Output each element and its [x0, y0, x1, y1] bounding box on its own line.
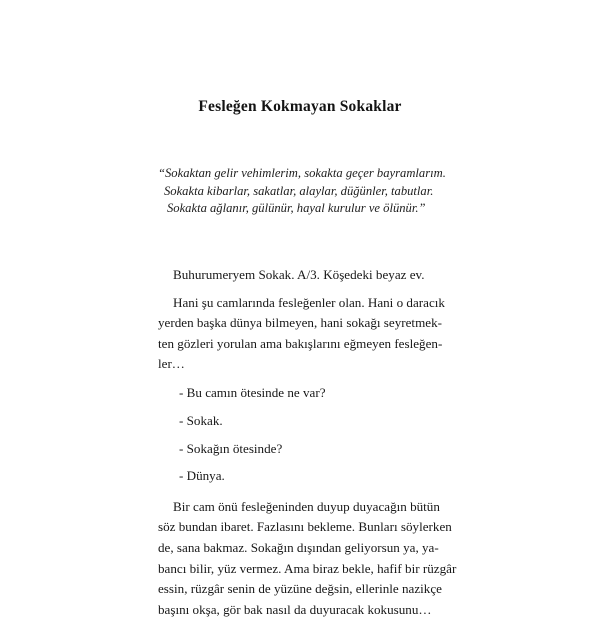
paragraph-one — [158, 293, 444, 375]
epigraph-block — [158, 165, 448, 218]
text-line: bancı bilir, yüz vermez. Ama biraz bekle, hafif bir rüzgâr — [158, 560, 457, 576]
text-line: ten gözleri yorulan ama bakışlarını eğmeyen fesleğen- — [158, 335, 443, 351]
line-text: Bir cam önü fesleğeninden duyup duyacağın bütün — [173, 498, 440, 514]
epigraph-line: Sokakta kibarlar, sakatlar, alaylar, düğünler, tabutlar. — [164, 183, 434, 198]
epigraph-line: “Sokaktan gelir vehimlerim, sokakta geçer bayramlarım. — [158, 166, 446, 180]
address-text: Buhurumeryem Sokak. A/3. Köşedeki beyaz ev. — [173, 267, 425, 282]
text-line — [158, 497, 444, 518]
dialogue-line: - Bu camın ötesinde ne var? — [179, 385, 326, 401]
epigraph-line: Sokakta ağlanır, gülünür, hayal kurulur ve ölünür.” — [167, 201, 426, 215]
paragraph-two — [158, 497, 457, 620]
dialogue-line: - Dünya. — [179, 468, 225, 484]
address-paragraph — [158, 265, 444, 286]
text-line: yerden başka dünya bilmeyen, hani sokağı seyretmek- — [158, 315, 442, 331]
text-line: essin, rüzgâr senin de yüzüne değsin, ellerinle nazikçe — [158, 581, 442, 597]
page-title: Fesleğen Kokmayan Sokaklar — [198, 98, 402, 116]
dialogue-line: - Sokağın ötesinde? — [179, 440, 283, 456]
body-text-column — [158, 265, 457, 620]
text-line: ler… — [158, 356, 185, 372]
text-line: başını okşa, gör bak nasıl da duyuracak kokusunu… — [158, 601, 432, 617]
text-line: de, sana bakmaz. Sokağın dışından geliyorsun ya, ya- — [158, 540, 439, 556]
line-text: Hani şu camlarında fesleğenler olan. Hani o daracık — [173, 294, 445, 310]
dialogue-line: - Sokak. — [179, 413, 223, 429]
dialogue-block — [158, 383, 444, 486]
text-line — [158, 293, 444, 314]
text-line: söz bundan ibaret. Fazlasını bekleme. Bunları söylerken — [158, 519, 452, 535]
